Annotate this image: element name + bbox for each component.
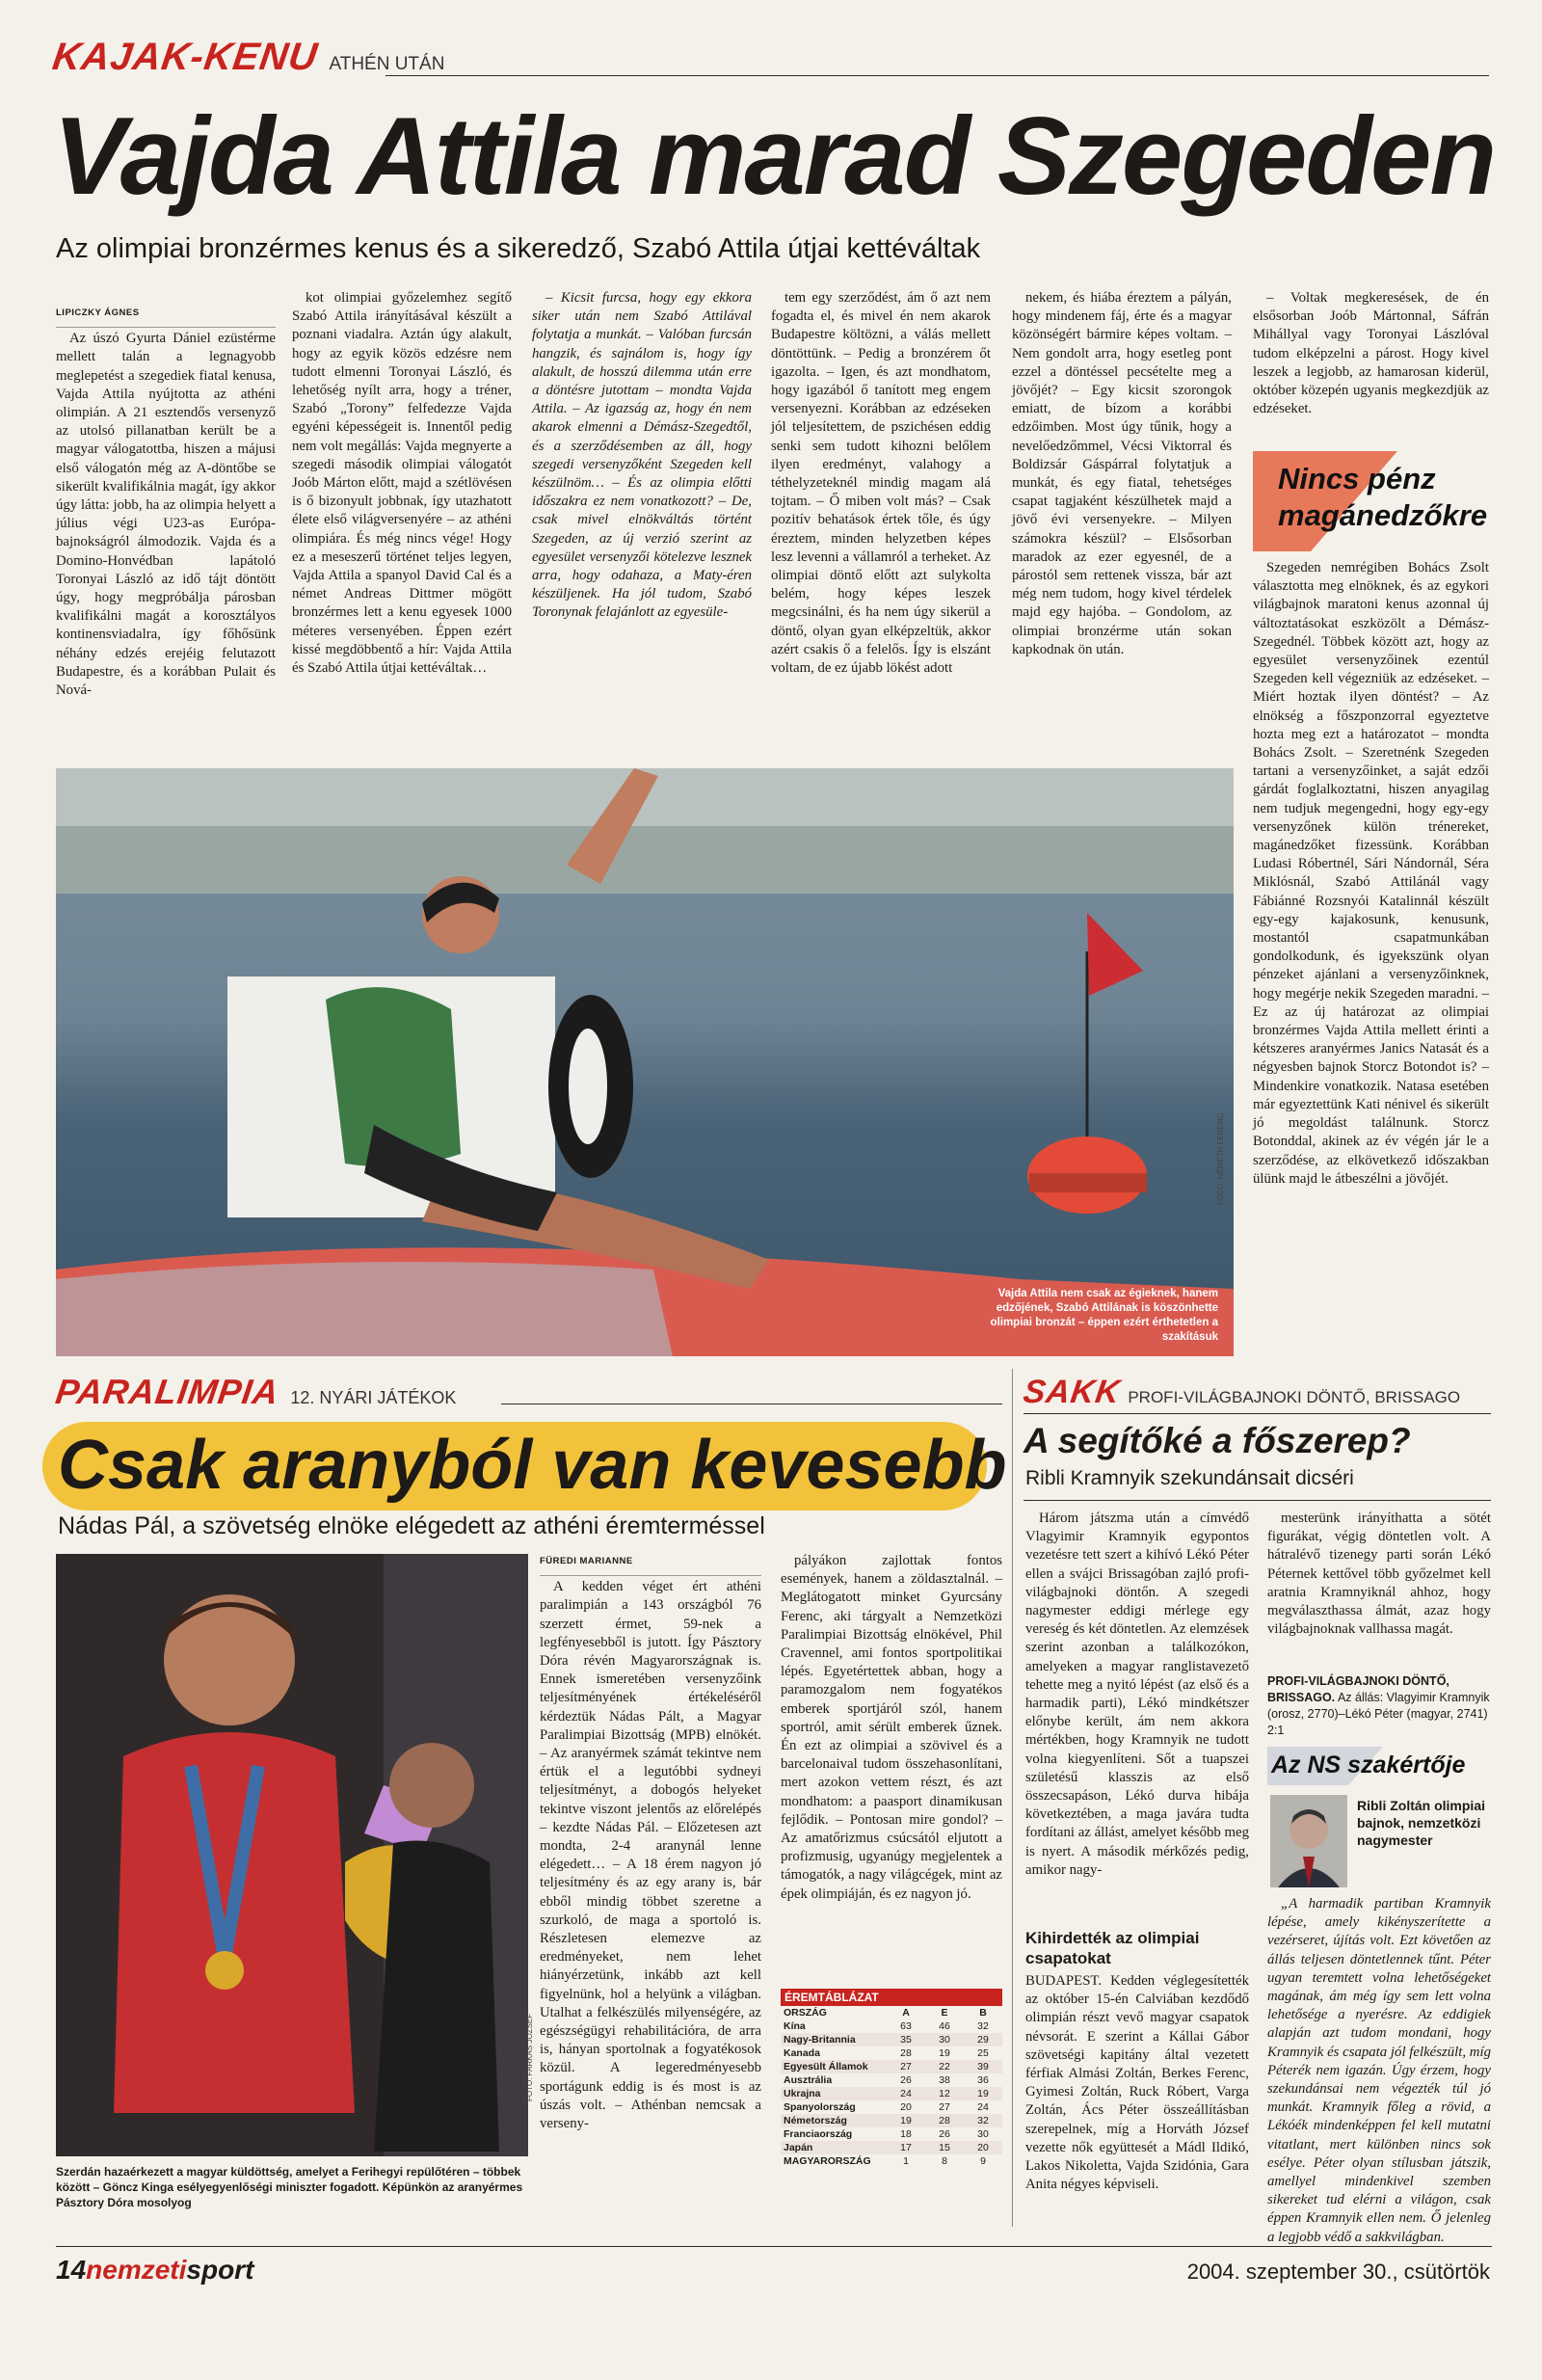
top-col-6 <box>1253 289 1489 443</box>
sakk-sub-rule <box>1024 1500 1491 1501</box>
sidebox-header <box>1253 451 1489 555</box>
page-number: 14 <box>56 2255 87 2285</box>
medal-count: 19 <box>939 2047 950 2059</box>
sakk-result-box <box>1267 1673 1491 1741</box>
para-col-1 <box>540 1552 761 2227</box>
top-headline: Vajda Attila marad Szegeden <box>53 95 1496 218</box>
sakk-col-1-text: Három játszma után a címvédő Vlagyimir Kramnyik egypontos vezetésre tett szert a kihívó Lékó Péter ellen a svájci Brissagóban zajló profi-világbajnoki döntőn. A szegedi nagymester eddigi mérlege egy vereség és két döntetlen. Az elemzések szerint azonban a találkozókon, amelyeken a magyar ranglistavezető tehette meg a nyitó lépést (az első és a harmadik parti), Lékó mindkétszer előnybe került, ám nem akkora mértékben, hogy Kramnyik ne tudott volna kiegyenlíteni. Sőt a tuapszei születésű klasszis az első összecsapáson, Lékó durva hibája következtében, a maga javára tudta fordítani az állást, amelyet később meg is nyert. A második mérkőzés pedig, amikor nagy- <box>1025 1511 1249 1878</box>
medal-country: Németország <box>781 2114 887 2127</box>
para-photo <box>56 1554 528 2156</box>
sakk-section-header <box>1021 1371 1496 1417</box>
top-col-2-text: kot olimpiai győzelemhez segítő Szabó Attila irányításával készült a poznani viadalra. Aztán úgy alakult, hogy az egyik közös edzésre nem tudott elmenni Toronyai László, és lehetőség nyílt arra, hogy a tréner, Szabó „Torony” felfedezze Vajda egyéni képességeit is. Innentől pedig nem volt megállás: Vajda megnyerte a szegedi második olimpiai válogatót Joób Márton előtt, majd a szétlövésen is ő bizonyult jobbnak, így utazhatott élete első világversenyére – az athéni olimpiára. És még nincs vége! Hogy ez a meseszerű történet teljes legyen, Vajda Attila a spanyol David Cal és a német Andreas Dittmer mögött bronzérmes lett a kenu egyesek 1000 méteres versenyében. Éppen ezért kissé megdöbbentő a hír: Vajda Attila és Szabó Attila útjai kettéváltak… <box>292 290 512 677</box>
medal-country: Kanada <box>784 2047 820 2059</box>
top-header-rule <box>386 75 1489 76</box>
medal-count: 29 <box>964 2033 1002 2046</box>
medal-count: 20 <box>900 2101 912 2113</box>
medal-count: 22 <box>925 2060 964 2073</box>
medal-row <box>781 2060 1002 2073</box>
medal-count: 28 <box>900 2047 912 2059</box>
medal-count: 26 <box>939 2128 950 2140</box>
medal-country: MAGYARORSZÁG <box>784 2155 871 2167</box>
expert-portrait-illustration <box>1270 1795 1347 1887</box>
medal-count: 39 <box>964 2060 1002 2073</box>
para-photo-illustration <box>56 1554 528 2156</box>
top-col-4 <box>771 289 991 758</box>
kayak-photo-caption: Vajda Attila nem csak az égieknek, hanem edzőjének, Szabó Attilának is köszönhette olimpiai bronzát – éppen ezért érthetetlen a szakításuk <box>990 1288 1218 1343</box>
top-col-4-text: tem egy szerződést, ám ő azt nem fogadta el, és mivel én nem akarok Budapestre költözni, a válás mellett döntöttünk. – Pedig a bronzérem őt igazolta. – Igen, és azt mondhatom, hogy igazából ő tanított meg engem versenyezni. Korábban az edzéseken jól teljesítettem, de pszichésen eddig senki sem tudott kihozni belőlem ilyen eredményt, valahogy a téthelyzeteknél mindig magam alá tojtam. – Ő miben volt más? – Csak pozitív behatások értek tőle, és úgy éreztem, minden helyzetben képes lesz levenni a vállamról a terheket. Az olimpiai döntő előtt azt sulykolta belém, hogy képes leszek megcsinálni, és ha nem úgy sikerül a döntő, olyan gyan elképzeltük, akkor azért csakis ő a felelős. Így is elszánt voltam, de ez újabb lökést adott <box>771 290 991 677</box>
expert-header <box>1267 1745 1491 1787</box>
sakk-header-rule <box>1024 1413 1491 1414</box>
medal-table-header-row <box>781 2006 1002 2019</box>
medal-table-box <box>781 1989 1002 2230</box>
medal-count: 17 <box>887 2141 925 2154</box>
medal-count: 30 <box>925 2033 964 2046</box>
medal-count: 35 <box>887 2033 925 2046</box>
medal-count: 32 <box>977 2020 989 2032</box>
para-col-2 <box>781 1552 1002 1984</box>
section-sub-para: 12. NYÁRI JÁTÉKOK <box>290 1388 457 1407</box>
kihirdettek-text: BUDAPEST. Kedden véglegesítették az október 15-én Calviában kezdődő olimpián részt vevő magyar csapatok névsorát. E szerint a Kállai Gábor szövetségi kapitány által vezetett férfiak Almási Zoltán, Berkes Ferenc, Gyimesi Zoltán, Ruck Róbert, Varga Zoltán, Ács Péter összeállításban szerepelnek, míg a Horváth József vezette nők együttesét a Mádl Ildikó, Lakos Nikoletta, Vajda Szidónia, Gara Anita négyes képviseli. <box>1025 1973 1249 2193</box>
medal-country: Egyesült Államok <box>781 2060 887 2073</box>
top-col-3-text: – Kicsit furcsa, hogy egy ekkora siker után nem Szabó Attilával folytatja a munkát. – Valóban furcsán hangzik, és sajnálom is, hogy így alakult, de hosszú dilemma után erre a döntésre jutottam – mondta Vajda Attila. – Az igazság az, hogy én nem akarok elmenni a Démász-Szegedtől, és a szerződésemben az áll, hogy szegedi versenyzőként Szegeden kell készülnöm… – És az olimpia előtti időszakra ez nem vonatkozott? – De, csak mivel elnökváltás történt Szegeden, az új verzió szerint az egyesület versenyzői kötelezve lesznek arra, hogy odahaza, a Maty-éren készüljenek. Ha jól tudom, Szabó Toronynak felajánlott az egyesüle- <box>532 290 752 621</box>
footer-logo <box>56 2252 253 2288</box>
footer-date: 2004. szeptember 30., csütörtök <box>1186 2260 1490 2284</box>
para-photo-credit: FOTÓ: FARKAS JÓZSEF <box>525 2013 534 2101</box>
para-col-2-text: pályákon zajlottak fontos események, hanem a zöldasztalnál. – Meglátogatott minket Gyurcsány Ferenc, aki tárgyalt a Nemzetközi Paralimpiai Bizottság elnökével, Phil Cravennel, ami fontos sportpolitikai lépés. Egyetértettek abban, hogy a paramozgalom nem fogyatékos emberek sportjáról szól, hanem sportról, amit sérült emberek űznek. Én ezt az olimpiai a szövivel és a barcelonaival tudom összehasonlítani, mert azokon vettem részt, és azt mondhatom: a paasport dinamikusan fejlődik. – Pontosan mire gondol? – Az amatőrizmus csúcsától eljutott a profizmusig, ugyanúgy megjelentek a támogatók, a nagy világcégek, mint az épek olimpiáján, és ez nagyon jó. <box>781 1553 1002 1902</box>
para-subheadline: Nádas Pál, a szövetség elnöke elégedett az athéni éremterméssel <box>58 1512 765 1539</box>
medal-count: 30 <box>977 2128 989 2140</box>
sakk-col-2 <box>1267 1510 1491 1671</box>
medal-count: 24 <box>887 2087 925 2100</box>
medal-country: Kína <box>784 2020 806 2032</box>
medal-row <box>781 2033 1002 2046</box>
medal-country: Ausztrália <box>784 2074 833 2086</box>
medal-header-bronze: B <box>979 2007 987 2019</box>
para-photo-caption: Szerdán hazaérkezett a magyar küldöttség, amelyet a Ferihegyi repülőtéren – többek között – Göncz Kinga esélyegyenlőségi miniszter fogadott. Képünkön az aranyérmes Pásztory Dóra mosolyog <box>56 2165 523 2209</box>
medal-row <box>781 2114 1002 2127</box>
sakk-result-title: PROFI-VILÁGBAJNOKI DÖNTŐ, BRISSAGO. <box>1267 1674 1449 1704</box>
logo-nemzeti: nemzeti <box>86 2255 187 2285</box>
medal-country: Ukrajna <box>781 2087 887 2100</box>
para-divider <box>1012 1369 1013 2227</box>
footer-rule <box>56 2246 1492 2247</box>
section-kicker-sakk: SAKK <box>1021 1374 1124 1410</box>
medal-row <box>781 2127 1002 2141</box>
medal-row <box>781 2141 1002 2154</box>
sakk-result-text: Az állás: Vlagyimir Kramnyik (orosz, 2770)–Lékó Péter (magyar, 2741) 2:1 <box>1267 1691 1490 1737</box>
medal-count: 27 <box>939 2101 950 2113</box>
kihirdettek-title: Kihirdették az olimpiai csapatokat <box>1025 1929 1200 1967</box>
top-col-5-text: nekem, és hiába éreztem a pályán, hogy mindenem fáj, érte és a magyar közönségért bármire képes voltam. – Nem gondolt arra, hogy esetleg pont ezzel a döntéssel pecsételte meg a jövőjét? – Egy kicsit szorongok emiatt, de bízom a korábbi edzőimben. Most úgy tűnik, hogy a nevelőedzőmmel, Vécsi Viktorral és Boldizsár Gáspárral folytatjuk a munkát, és egy fiatal, tehetséges csapat tagjaként készülhetek majd a jövő évi versenyekre. – Milyen számokra készül? – Elsősorban maradok az ezer egyesnél, de a párostól sem rettenek vissza, bár azt még nem tudom, hogy kivel térdelek majd egy hajóba. – Gondolom, az olimpiai bronzérme után sokan kapkodnak ön után. <box>1012 290 1232 657</box>
top-col-1-text: Az úszó Gyurta Dániel ezüstérme mellett talán a legnagyobb meglepetést a szegediek fiatal kenusa, Vajda Attila nyújtotta az athéni olimpián. A 21 esztendős versenyző az utolsó pillanatban került be a magyar válogatottba, hiszen a májusi első válogatón még az A-döntőbe se sikerült kvalifikálnia magát, így akkor úgy látta: jobb, ha az olimpia helyett a július végi U23-as Európa-bajnokságról álmodozik. Vajda és a Domino-Honvédban lapátoló Toronyai László az idő tájt döntött úgy, hogy megpróbálja párosban kvalifikálni magát a korosztályos kontinensviadalra, így főhősünk néhány edzés erejéig felutazott Budapestre, és a korábban Pulait és Nová- <box>56 331 276 699</box>
top-byline: LIPICZKY ÁGNES <box>56 304 276 328</box>
kayak-photo <box>56 768 1234 1356</box>
medal-count: 63 <box>900 2020 912 2032</box>
medal-count: 38 <box>939 2074 950 2086</box>
medal-count: 12 <box>925 2087 964 2100</box>
section-sub-sakk: PROFI-VILÁGBAJNOKI DÖNTŐ, BRISSAGO <box>1128 1388 1461 1406</box>
top-section-header <box>49 33 1489 91</box>
expert-title: Az NS szakértője <box>1271 1752 1466 1778</box>
medal-header-silver: E <box>941 2007 948 2019</box>
medal-country: Franciaország <box>784 2128 853 2140</box>
sidebox-title: Nincs pénz magánedzőkre <box>1278 462 1488 532</box>
top-subheadline: Az olimpiai bronzérmes kenus és a sikeredző, Szabó Attila útjai kettéváltak <box>56 233 981 264</box>
medal-count: 19 <box>964 2087 1002 2100</box>
medal-count: 20 <box>964 2141 1002 2154</box>
medal-count: 32 <box>964 2114 1002 2127</box>
top-col-1 <box>56 304 276 755</box>
medal-count: 28 <box>925 2114 964 2127</box>
medal-country: Nagy-Britannia <box>781 2033 887 2046</box>
top-col-6-text: – Voltak megkeresések, de én elsősorban Joób Mártonnal, Sáfrán Mihállyal vagy Toronyai Lászlóval tudom elképzelni a párost. Hogy kivel leszek a legjobb, az hamarosan kiderül, október közepén ugyanis megkezdjük az edzéseket. <box>1253 290 1489 417</box>
medal-count: 26 <box>900 2074 912 2086</box>
medal-count: 8 <box>942 2155 947 2167</box>
section-sub-kajak: ATHÉN UTÁN <box>329 54 445 74</box>
medal-country: Japán <box>781 2141 887 2154</box>
medal-count: 36 <box>977 2074 989 2086</box>
medal-table-title: ÉREMTÁBLÁZAT <box>781 1989 1002 2006</box>
expert-name: Ribli Zoltán olimpiai bajnok, nemzetközi nagymester <box>1357 1798 1485 1848</box>
sakk-col-1 <box>1025 1510 1249 1922</box>
expert-text <box>1267 1895 1491 2245</box>
medal-row <box>781 2100 1002 2114</box>
kihirdettek-col <box>1025 1972 1249 2227</box>
medal-count: 15 <box>925 2141 964 2154</box>
kayak-photo-credit: FOTÓ: NÉMETH FERENC <box>1216 1112 1225 1205</box>
para-section-header <box>53 1371 1020 1419</box>
medal-count: 25 <box>977 2047 989 2059</box>
medal-count: 24 <box>977 2101 989 2113</box>
sakk-headline: A segítőké a főszerep? <box>1024 1421 1411 1460</box>
medal-count: 27 <box>887 2060 925 2073</box>
medal-count: 9 <box>980 2155 986 2167</box>
expert-text-body: „A harmadik partiban Kramnyik lépése, amely kikényszerítette a vezérseret, újítás volt. Ezt követően az állás teljesen döntetlennek tűnt. Péter ugyan teremtett volna lehetőségeket magának, ám még így sem lett volna lehetősége a nyerésre. Az eddigiek alapján azt tudom mondani, hogy Kramnyik és csapata jól felkészült, míg Péterék nem igazán. Úgy érzem, hogy szekundánsai nem végezték túl jó munkát. Kramnyik főleg a rövid, a Lékóék mindenképpen fel kell mutatni vitatlant, mert különben nincs sok esélye. Péter olyan stílusban játszik, amellyel mindenkivel szemben sikereket tud elérni a világon, csak éppen Kramnyik ellen nem. Ő jelenleg a legjobb védő a sakkvilágban. <box>1267 1896 1491 2245</box>
medal-row <box>781 2073 1002 2087</box>
medal-country: Spanyolország <box>784 2101 856 2113</box>
medal-row <box>781 2046 1002 2060</box>
kayak-photo-illustration <box>56 768 1234 1356</box>
section-kicker-kajak: KAJAK-KENU <box>49 36 321 78</box>
medal-count: 1 <box>903 2155 909 2167</box>
expert-portrait <box>1270 1795 1347 1887</box>
section-kicker-para: PARALIMPIA <box>53 1372 282 1411</box>
sakk-subheadline: Ribli Kramnyik szekundánsait dicséri <box>1025 1467 1354 1489</box>
sakk-col-2-text: mesterünk irányíthatta a sötét figurákat, végig döntetlen volt. A hátralévő tizenegy parti során Lékó Péternek kettővel több győzelmet kell aratnia Kramnyiknál ahhoz, hogy megválaszthassa álmát, azaz hogy világbajnoknak vallhassa magát. <box>1267 1511 1491 1638</box>
medal-count: 19 <box>887 2114 925 2127</box>
para-headline: Csak aranyból van kevesebb <box>58 1427 1007 1504</box>
sidebox-body: Szegeden nemrégiben Bohács Zsolt választotta meg elnöknek, és az egykori világbajnok maratoni kenus azonnal új változtatásokat eszközölt a Démász-Szegednél. Többek között azt, hogy az egyesület versenyzőinek ezentúl Szegeden kell végezniük az edzéseket. – Miért hoztak ilyen döntést? – Az elnökség a főszponzorral egyeztetve hozta meg ezt a határozatot – mondta Bohács Zsolt. – Szeretnénk Szegeden tartani a versenyzőinket, a saját edzői gárdát foglalkoztatni, hiszen anyagilag nem tudjuk megengedni, hogy egy-egy versenyzőnek külön trénereket, magánedzőket fizessünk. Korábban Ludasi Róbertnél, Sári Nándornál, Séra Miklósnál, Szabó Attilánál vagy Fábiánné Rozsnyói Katalinnál készült egy-egy kajakosunk, kenusunk, mostantól csapatmunkában gondolkodunk, és igyekszünk olyan pénzeket ajánlani a versenyzőinknek, hogy megérje nekik Szegeden maradni. – Ez az új határozat az olimpiai bronzérmes Vajda Attila mellett érinti a kétszeres aranyérmes Janics Natasát és a négyesben bajnok Storcz Botondot is? – Mindenkire vonatkozik. Natasa esetében már egyeztettünk Kati nénivel és sikerült jó megoldást találnunk. Storcz Botonddal, akinek az év végén jár le a szerződése, az elkövetkező időszakban ülünk majd le átbeszélni a jövőjét. <box>1253 560 1489 1187</box>
medal-row <box>781 2154 1002 2168</box>
medal-table <box>781 2006 1002 2168</box>
medal-count: 18 <box>900 2128 912 2140</box>
medal-table-body <box>781 2019 1002 2168</box>
medal-header-gold: A <box>902 2007 910 2019</box>
medal-header-country: ORSZÁG <box>784 2007 827 2019</box>
para-col-1-text: A kedden véget ért athéni paralimpián a 143 országból 76 szerzett érmet, 59-nek a legfényesebből is jutott. Így Pásztory Dóra révén Magyarországnak is. Ennek ismeretében versenyzőink teljesítményének értékeléséről kérdeztük Nádas Pált, a Magyar Paralimpiai Bizottság (MPB) elnökét. – Az aranyérmek számát tekintve nem értük el a legutóbbi sydneyi teljesítményt, a dobogós helyeket tekintve viszont jelentős az előrelépés – kezdte Nádas Pál. – Előzetesen azt mondta, 2-4 aranynál lenne elégedett… – A 18 érem nagyon jó teljesítmény és az egy arany is, bár ebből mindig többet szeretne a szurkoló, de maga a sportoló is. Részletesen elemezve az eredményeket, nem lehet hiányérzetünk, inkább azt kell figyelnünk, hol a helyünk a világban. Utalhat a felkészülés milyenségére, az egészségügyi rehabilitációra, de arra is, hányan sportolnak a fogyatékosok közül. A legeredményesebb sportágunk eddig is és most is az úszás volt. – Athénban nemcsak a verseny- <box>540 1579 761 2132</box>
medal-row <box>781 2087 1002 2100</box>
top-col-2 <box>292 289 512 758</box>
medal-count: 46 <box>939 2020 950 2032</box>
logo-sport: sport <box>186 2255 254 2285</box>
sidebox-text <box>1253 559 1489 1359</box>
top-col-5 <box>1012 289 1232 758</box>
para-byline: FÜREDI MARIANNE <box>540 1552 761 1576</box>
top-col-3 <box>532 289 752 758</box>
medal-row <box>781 2019 1002 2033</box>
